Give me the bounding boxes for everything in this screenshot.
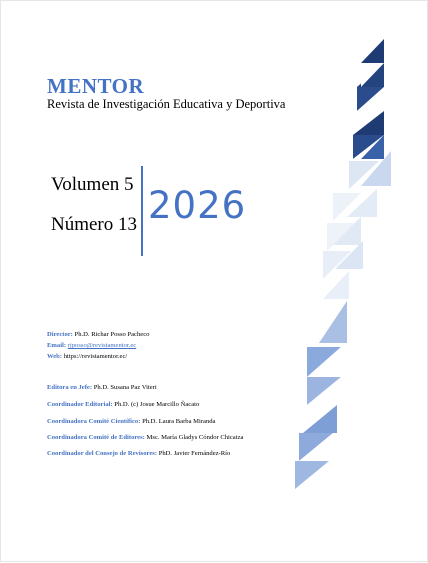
web-label: Web: <box>47 353 63 360</box>
staff-label: Coordinadora Comité Científico: <box>47 418 141 425</box>
journal-subtitle: Revista de Investigación Educativa y Deportiva <box>47 97 286 111</box>
staff-name: Ph.D. (c) Josue Marcillo Ñacato <box>114 401 200 408</box>
staff-label: Coordinador Editorial: <box>47 401 113 408</box>
journal-title: MENTOR <box>47 74 145 98</box>
email-label: Email: <box>47 342 67 349</box>
email-link[interactable]: rjposso@revistamentor.ec <box>67 342 137 349</box>
volume-label: Volumen 5 <box>51 174 134 195</box>
staff-label: Coordinadora Comité de Editores: <box>47 434 145 441</box>
director-label: Director: <box>47 331 73 338</box>
staff-label: Coordinador del Consejo de Revisores: <box>47 450 158 457</box>
staff-name: Msc. María Gladys Cóndor Chicaiza <box>146 434 244 441</box>
triangle <box>361 39 384 63</box>
triangle <box>323 271 349 299</box>
triangle <box>295 461 329 489</box>
issue-year: 2026 <box>148 184 247 227</box>
issue-number-label: Número 13 <box>51 214 138 235</box>
staff-name: PhD. Javier Fernández-Río <box>158 450 231 457</box>
staff-name: Ph.D. Susana Paz Viteri <box>93 384 157 391</box>
staff-label: Editora en Jefe: <box>47 384 93 391</box>
triangle <box>319 301 347 343</box>
decorative-triangles <box>1 1 428 563</box>
staff-name: Ph.D. Laura Barba Miranda <box>142 418 216 425</box>
director-name: Ph.D. Richar Posso Pacheco <box>74 331 150 338</box>
web-url[interactable]: https://revistamentor.ec/ <box>63 353 128 360</box>
